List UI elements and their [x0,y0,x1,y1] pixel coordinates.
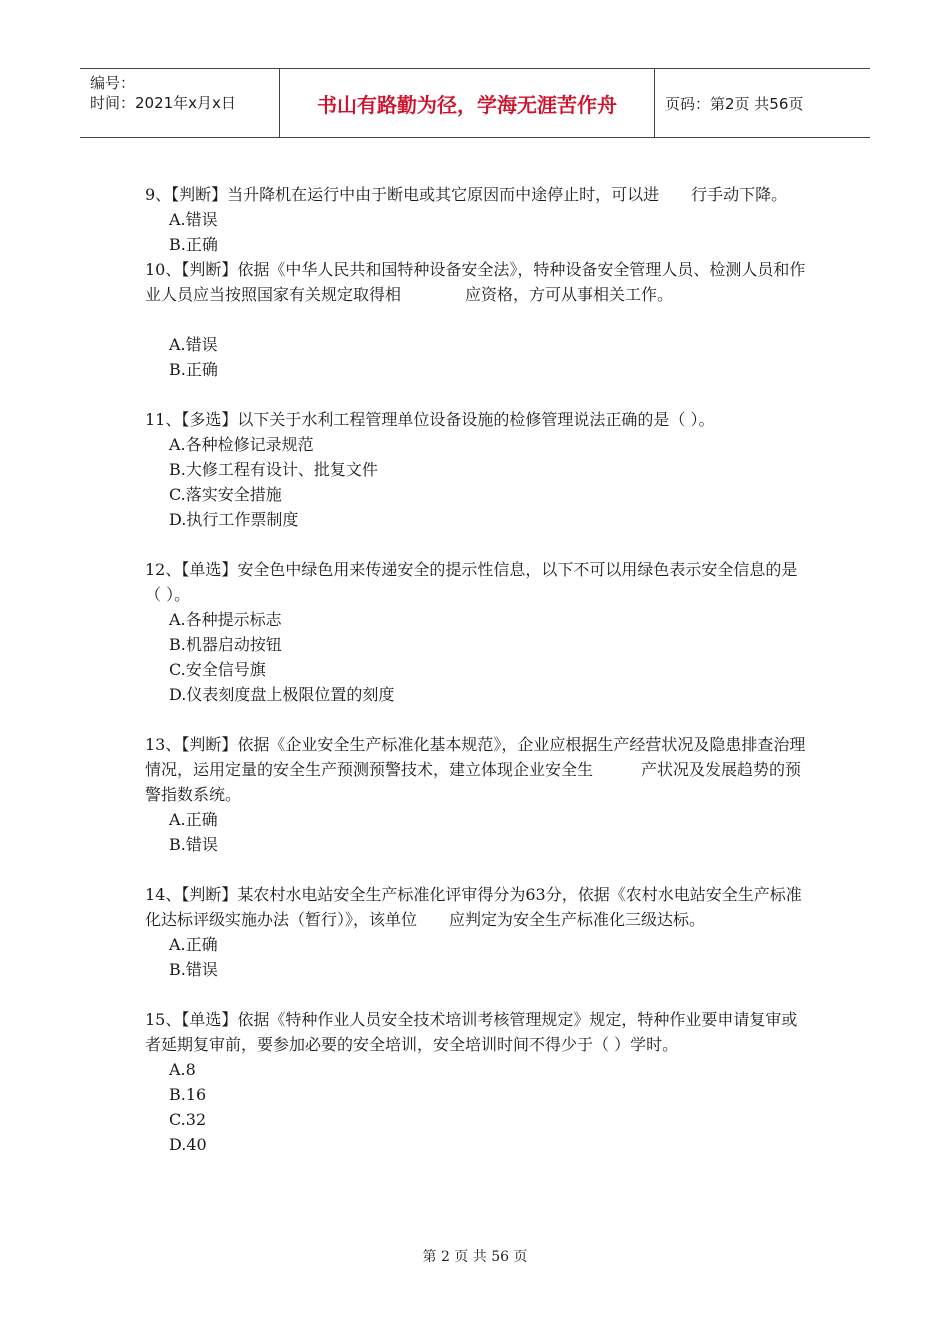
option: B.正确 [169,360,218,379]
question-text: 13、【判断】依据《企业安全生产标准化基本规范》，企业应根据生产经营状况及隐患排查治理情况，运用定量的安全生产预测预警技术，建立体现企业安全生 产状况及发展趋势的预警指数系统。 [145,735,806,804]
question [145,732,810,857]
option: B.错误 [169,960,218,979]
option: A.8 [169,1060,196,1079]
option: A.错误 [169,335,218,354]
option: A.各种检修记录规范 [169,435,314,454]
page-footer: 第 2 页 共 56 页 [422,1249,528,1265]
question-list [145,182,810,1182]
question [145,407,810,532]
page-info: 页码：第2页 共56页 [665,94,804,113]
question-text: 12、【单选】安全色中绿色用来传递安全的提示性信息，以下不可以用绿色表示安全信息的是（ ）。 [145,560,798,604]
question-text: 10、【判断】依据《中华人民共和国特种设备安全法》，特种设备安全管理人员、检测人员和作业人员应当按照国家有关规定取得相 应资格，方可从事相关工作。 [145,260,806,304]
time-label: 时间：2021年x月x日 [90,94,236,112]
option: C.32 [169,1110,207,1129]
page-header [80,68,870,138]
option: D.仪表刻度盘上极限位置的刻度 [169,685,395,704]
option: A.正确 [169,935,218,954]
question [145,882,810,982]
option: B.机器启动按钮 [169,635,282,654]
option: B.大修工程有设计、批复文件 [169,460,378,479]
question [145,1007,810,1157]
motto: 书山有路勤为径，学海无涯苦作舟 [280,69,655,137]
option: D.40 [169,1135,207,1154]
option: C.安全信号旗 [169,660,266,679]
header-meta [80,69,280,137]
question [145,182,810,257]
option: C.落实安全措施 [169,485,282,504]
question-text: 9、【判断】当升降机在运行中由于断电或其它原因而中途停止时，可以进 行手动下降。 [145,185,788,204]
option: D.执行工作票制度 [169,510,299,529]
option: B.正确 [169,235,218,254]
option: A.各种提示标志 [169,610,282,629]
question-text: 15、【单选】依据《特种作业人员安全技术培训考核管理规定》规定，特种作业要申请复审或者延期复审前，要参加必要的安全培训，安全培训时间不得少于（ ）学时。 [145,1010,798,1054]
code-label: 编号： [90,74,136,92]
option: B.错误 [169,835,218,854]
question [145,557,810,707]
option: B.16 [169,1085,207,1104]
question [145,257,810,382]
question-text: 11、【多选】以下关于水利工程管理单位设备设施的检修管理说法正确的是（ ）。 [145,410,715,429]
question-text: 14、【判断】某农村水电站安全生产标准化评审得分为63分，依据《农村水电站安全生产标准化达标评级实施办法（暂行）》，该单位 应判定为安全生产标准化三级达标。 [145,885,802,929]
option: A.正确 [169,810,218,829]
option: A.错误 [169,210,218,229]
